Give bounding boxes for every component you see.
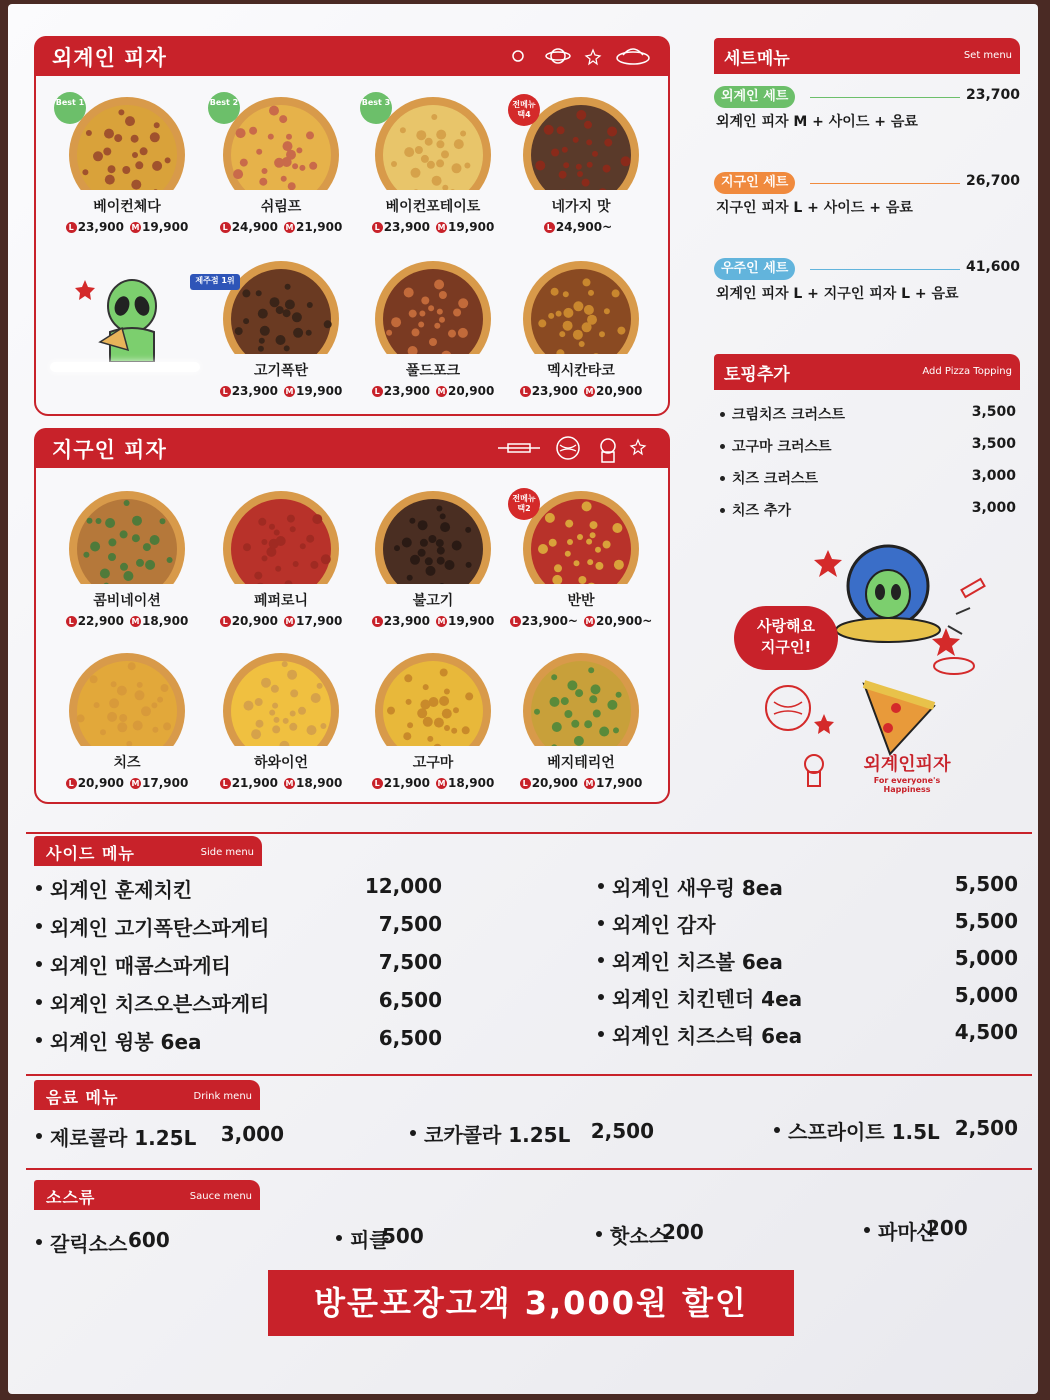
size-m-icon: M [585, 617, 594, 626]
drink-menu-tab [34, 1080, 260, 1110]
side-menu-subtitle: Side menu [200, 847, 254, 858]
bullet-icon [36, 1133, 42, 1139]
price-large: 23,900~ [521, 614, 578, 628]
pizza-badge: 전메뉴 택4 [508, 94, 540, 126]
pizza-image [222, 652, 340, 746]
side-item: 외계인 윙봉 6ea [50, 1030, 202, 1054]
size-m-icon: M [285, 223, 294, 232]
topping-subtitle: Add Pizza Topping [922, 366, 1012, 377]
size-m-icon: M [437, 779, 446, 788]
side-menu-title: 사이드 메뉴 [46, 844, 135, 863]
bullet-icon [336, 1235, 342, 1241]
pizza-badge: Best 1 [54, 92, 86, 124]
pizza-image [68, 490, 186, 584]
alien-mascot-icon [70, 268, 170, 368]
pizza-name: 반반 [567, 593, 595, 609]
bullet-icon [36, 885, 42, 891]
pizza-name: 하와이언 [253, 755, 309, 771]
size-l-icon: L [372, 222, 383, 233]
pizza-name: 풀드포크 [405, 363, 461, 379]
alien-pizza-header [34, 36, 670, 76]
bullet-icon [598, 1031, 604, 1037]
price-large: 23,900 [383, 220, 430, 234]
set-description: 외계인 피자 L + 지구인 피자 L + 음료 [716, 286, 959, 302]
bullet-icon [720, 412, 725, 417]
size-m-icon: M [437, 617, 446, 626]
price-medium: 21,900 [296, 220, 343, 234]
size-m-icon: M [437, 387, 446, 396]
size-m-icon: M [437, 223, 446, 232]
alien_pizza-pizza-item [358, 96, 508, 246]
side-item: 외계인 새우링 8ea [612, 876, 783, 900]
pizza-name: 콤비네이션 [93, 593, 161, 609]
set-divider [810, 269, 960, 270]
sauce-price: 500 [382, 1224, 424, 1248]
price-large: 23,900 [531, 384, 578, 398]
pizza-image [68, 652, 186, 746]
sauce-item: 갈릭소스 [50, 1232, 128, 1256]
sauce-price: 600 [128, 1228, 170, 1252]
sauce-menu-title: 소스류 [46, 1188, 96, 1207]
pizza-name: 불고기 [412, 593, 454, 609]
set-divider [810, 97, 960, 98]
sauce-price: 200 [662, 1220, 704, 1244]
takeout-discount-banner: 방문포장고객 3,000원 할인 [268, 1270, 794, 1336]
alien_pizza-pizza-item [358, 260, 508, 410]
size-m-icon: M [285, 779, 294, 788]
size-m-icon: M [131, 617, 140, 626]
size-l-icon: L [520, 778, 531, 789]
drink-item: 스프라이트 1.5L [788, 1120, 940, 1144]
bullet-icon [720, 476, 725, 481]
pizza-price [358, 384, 508, 398]
pizza-image [374, 490, 492, 584]
pizza-name: 고구마 [412, 755, 454, 771]
price-large: 23,900 [383, 384, 430, 398]
brand-logo-text: 외계인피자 [863, 754, 951, 775]
price-medium: 17,900 [142, 776, 189, 790]
set-menu-header [714, 38, 1020, 74]
price-large: 23,900 [383, 614, 430, 628]
side-item: 외계인 치즈오븐스파게티 [50, 992, 270, 1016]
set-menu-subtitle: Set menu [963, 50, 1012, 61]
size-l-icon: L [220, 616, 231, 627]
price-medium: 19,900 [296, 384, 343, 398]
space-decoration-icon [488, 40, 658, 72]
pizza-price [506, 776, 656, 790]
size-l-icon: L [372, 616, 383, 627]
price-large: 20,900 [231, 614, 278, 628]
price-medium: 19,900 [448, 614, 495, 628]
pizza-price [206, 384, 356, 398]
pizza-price [506, 220, 656, 234]
sauce-menu-rule [26, 1168, 1032, 1170]
size-l-icon: L [544, 222, 555, 233]
size-l-icon: L [66, 222, 77, 233]
bullet-icon [36, 999, 42, 1005]
pizza-name: 페퍼로니 [253, 593, 309, 609]
pizza-name: 베이컨체다 [93, 199, 161, 215]
earth_pizza-pizza-item [506, 490, 656, 640]
pizza-image [522, 260, 640, 354]
price-medium: 20,900~ [596, 614, 653, 628]
topping-item: 치즈 추가 [732, 503, 791, 519]
bullet-icon [36, 961, 42, 967]
side-menu-tab [34, 836, 262, 866]
price-large: 20,900 [531, 776, 578, 790]
pizza-badge: 전메뉴 택2 [508, 488, 540, 520]
size-m-icon: M [585, 387, 594, 396]
pizza-name: 멕시칸타코 [547, 363, 615, 379]
set-price: 41,600 [965, 259, 1020, 275]
pizza-image [522, 652, 640, 746]
price-large: 24,900 [231, 220, 278, 234]
pizza-price [506, 614, 656, 628]
price-medium: 17,900 [596, 776, 643, 790]
price-large: 23,900 [77, 220, 124, 234]
bullet-icon [596, 1231, 602, 1237]
side-price: 5,000 [954, 946, 1018, 970]
pizza-image [374, 652, 492, 746]
earth_pizza-pizza-item [52, 490, 202, 640]
size-l-icon: L [372, 778, 383, 789]
side-item: 외계인 치킨텐더 4ea [612, 987, 803, 1011]
earth_pizza-pizza-item [52, 652, 202, 802]
bullet-icon [598, 994, 604, 1000]
side-item: 외계인 고기폭탄스파게티 [50, 916, 270, 940]
size-m-icon: M [285, 387, 294, 396]
topping-header [714, 354, 1020, 390]
bullet-icon [720, 508, 725, 513]
alien_pizza-pizza-item [206, 96, 356, 246]
price-large: 20,900 [77, 776, 124, 790]
set-description: 지구인 피자 L + 사이드 + 음료 [716, 200, 913, 216]
alien_pizza-pizza-item [195, 260, 356, 410]
side-price: 7,500 [378, 912, 442, 936]
set-price: 26,700 [965, 173, 1020, 189]
price-large: 21,900 [383, 776, 430, 790]
side-item: 외계인 치즈볼 6ea [612, 950, 783, 974]
size-l-icon: L [520, 386, 531, 397]
price-large: 21,900 [231, 776, 278, 790]
side-price: 7,500 [378, 950, 442, 974]
size-l-icon: L [220, 222, 231, 233]
drink-item: 코카콜라 1.25L [424, 1123, 571, 1147]
pizza-name: 베지테리언 [547, 755, 615, 771]
side-price: 12,000 [364, 874, 442, 898]
price-medium: 18,900 [448, 776, 495, 790]
pizza-price [506, 384, 656, 398]
bullet-icon [598, 883, 604, 889]
bullet-icon [598, 957, 604, 963]
side-item: 외계인 매콤스파게티 [50, 954, 231, 978]
price-medium: 20,900 [596, 384, 643, 398]
alien_pizza-pizza-item [52, 96, 202, 246]
side-price: 4,500 [954, 1020, 1018, 1044]
pizza-image [374, 260, 492, 354]
pizza-name: 네가지 맛 [551, 199, 611, 215]
brand-tagline: For everyone's Happiness [873, 776, 941, 794]
set-price: 23,700 [965, 87, 1020, 103]
topping-price: 3,500 [971, 404, 1016, 420]
sauce-item: 파마산 [878, 1220, 936, 1244]
price-medium: 17,900 [296, 614, 343, 628]
price-medium: 18,900 [142, 614, 189, 628]
brand-logo [852, 750, 962, 794]
size-m-icon: M [285, 617, 294, 626]
bullet-icon [36, 923, 42, 929]
price-medium: 19,900 [448, 220, 495, 234]
price-medium: 18,900 [296, 776, 343, 790]
bullet-icon [720, 444, 725, 449]
pizza-price [206, 220, 356, 234]
topping-item: 고구마 크러스트 [732, 439, 832, 455]
topping-price: 3,000 [971, 500, 1016, 516]
bullet-icon [774, 1127, 780, 1133]
pizza-image [222, 490, 340, 584]
size-l-icon: L [510, 616, 521, 627]
pizza-price [358, 776, 508, 790]
speech-bubble-text: 사랑해요 지구인! [757, 617, 815, 656]
light-glare [50, 362, 200, 372]
price-large: 23,900 [231, 384, 278, 398]
price-large: 24,900~ [555, 220, 613, 234]
pizza-name: 치즈 [113, 755, 141, 771]
side-price: 5,500 [954, 909, 1018, 933]
pizza-image [222, 260, 340, 354]
set-divider [810, 183, 960, 184]
sauce-item: 핫소스 [610, 1224, 668, 1248]
alien_pizza-pizza-item [506, 260, 656, 410]
side-price: 6,500 [378, 1026, 442, 1050]
side-price: 6,500 [378, 988, 442, 1012]
earth_pizza-pizza-item [206, 490, 356, 640]
alien-pizza-title: 외계인 피자 [52, 46, 167, 70]
size-m-icon: M [585, 779, 594, 788]
pizza-price [358, 614, 508, 628]
bullet-icon [864, 1227, 870, 1233]
pizza-price [52, 776, 202, 790]
size-l-icon: L [220, 386, 231, 397]
sauce-menu-subtitle: Sauce menu [189, 1191, 252, 1202]
price-large: 22,900 [77, 614, 124, 628]
pizza-name: 쉬림프 [260, 199, 302, 215]
side-price: 5,000 [954, 983, 1018, 1007]
drink-menu-rule [26, 1074, 1032, 1076]
pizza-price [206, 776, 356, 790]
topping-item: 치즈 크러스트 [732, 471, 819, 487]
earth_pizza-pizza-item [506, 652, 656, 802]
drink-price: 2,500 [954, 1116, 1018, 1140]
earth_pizza-pizza-item [358, 652, 508, 802]
pizza-price [52, 220, 202, 234]
pizza-name: 베이컨포테이토 [385, 199, 481, 215]
drink-item: 제로콜라 1.25L [50, 1126, 197, 1150]
sauce-item: 피클 [350, 1228, 389, 1252]
sauce-menu-tab [34, 1180, 260, 1210]
size-l-icon: L [372, 386, 383, 397]
set-description: 외계인 피자 M + 사이드 + 음료 [716, 114, 918, 130]
drink-price: 3,000 [220, 1122, 284, 1146]
earth_pizza-pizza-item [358, 490, 508, 640]
side-item: 외계인 감자 [612, 913, 716, 937]
price-medium: 20,900 [448, 384, 495, 398]
side-item: 외계인 훈제치킨 [50, 878, 193, 902]
topping-price: 3,000 [971, 468, 1016, 484]
drink-price: 2,500 [590, 1119, 654, 1143]
drink-menu-title: 음료 메뉴 [46, 1088, 119, 1107]
pizza-price [52, 614, 202, 628]
pizza-price [206, 614, 356, 628]
sauce-price: 200 [926, 1216, 968, 1240]
drink-menu-subtitle: Drink menu [193, 1091, 252, 1102]
side-item: 외계인 치즈스틱 6ea [612, 1024, 803, 1048]
size-m-icon: M [131, 779, 140, 788]
side-menu-rule [26, 832, 1032, 834]
earth_pizza-pizza-item [206, 652, 356, 802]
pizza-badge: Best 2 [208, 92, 240, 124]
set-name-pill: 지구인 세트 [714, 172, 795, 194]
set-menu-title: 세트메뉴 [724, 49, 790, 69]
topping-price: 3,500 [971, 436, 1016, 452]
bullet-icon [598, 920, 604, 926]
side-price: 5,500 [954, 872, 1018, 896]
size-l-icon: L [66, 778, 77, 789]
earth-pizza-title: 지구인 피자 [52, 438, 167, 462]
pizza-badge: Best 3 [360, 92, 392, 124]
bullet-icon [36, 1037, 42, 1043]
bullet-icon [410, 1130, 416, 1136]
topping-item: 크림치즈 크러스트 [732, 407, 846, 423]
bullet-icon [36, 1239, 42, 1245]
size-m-icon: M [131, 223, 140, 232]
topping-title: 토핑추가 [724, 365, 790, 385]
mascot-speech-bubble [734, 606, 838, 670]
space-decoration-icon [488, 432, 658, 464]
set-name-pill: 우주인 세트 [714, 258, 795, 280]
alien_pizza-pizza-item [506, 96, 656, 246]
size-l-icon: L [220, 778, 231, 789]
pizza-badge: 제주점 1위 [190, 274, 240, 290]
size-l-icon: L [66, 616, 77, 627]
pizza-price [358, 220, 508, 234]
earth-pizza-header [34, 428, 670, 468]
pizza-name: 고기폭탄 [253, 363, 309, 379]
price-medium: 19,900 [142, 220, 189, 234]
set-name-pill: 외계인 세트 [714, 86, 795, 108]
